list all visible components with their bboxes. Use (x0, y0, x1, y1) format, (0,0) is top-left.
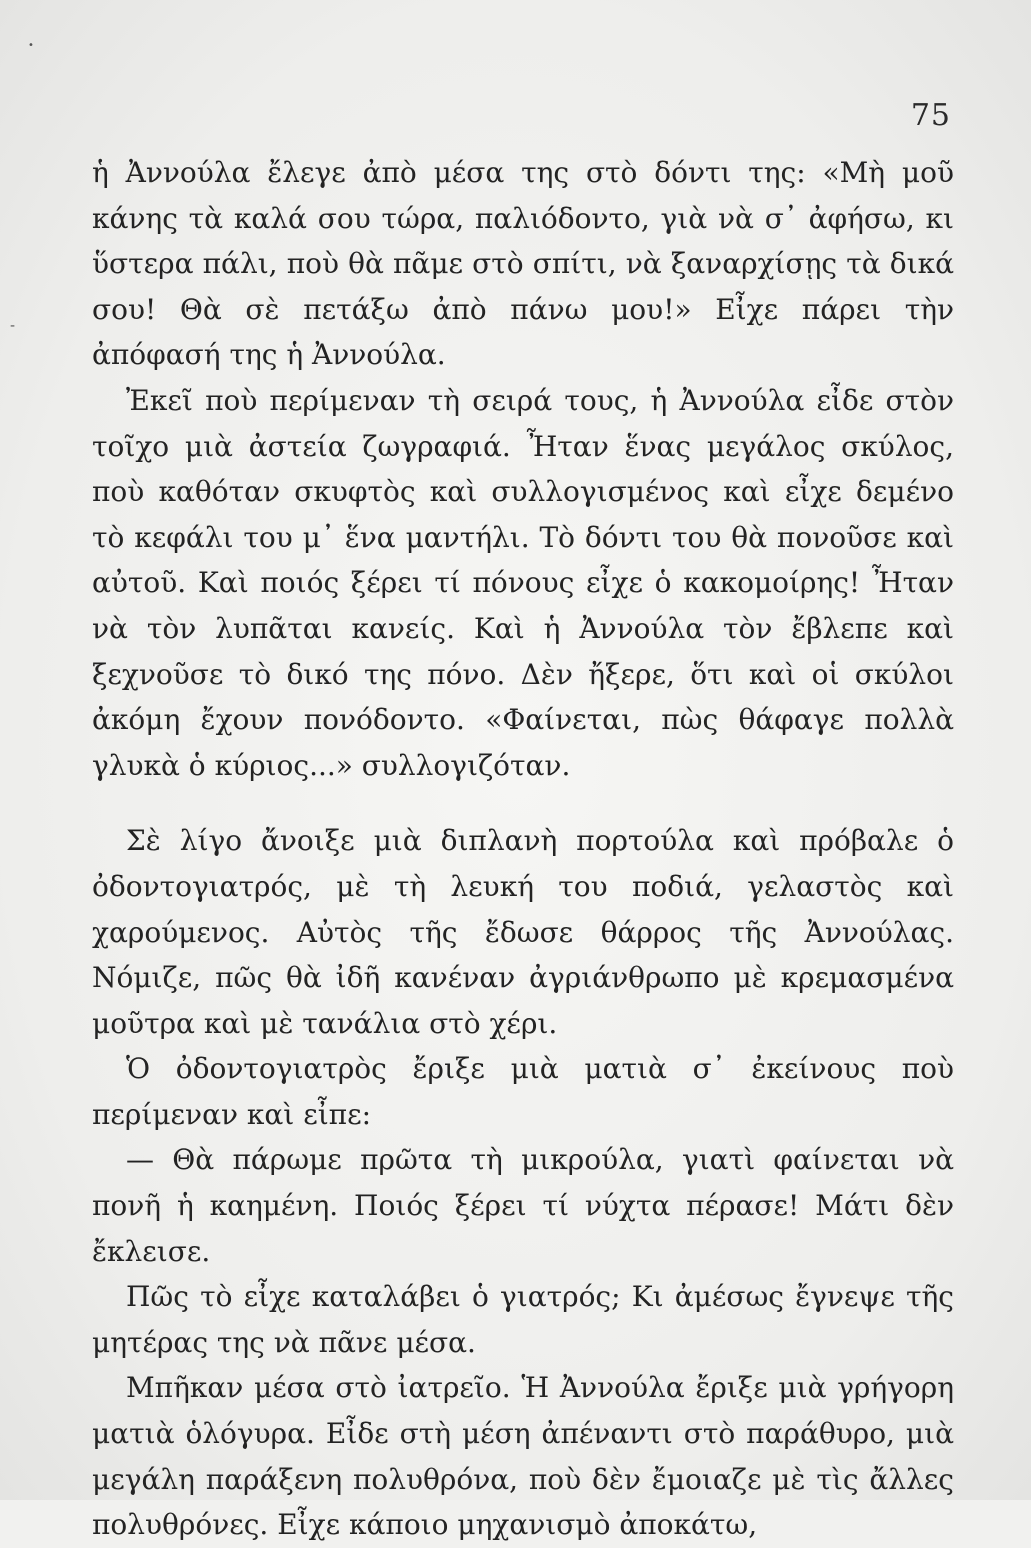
page-number: 75 (910, 98, 951, 133)
body-text (92, 150, 954, 1548)
scan-mark-dot: • (28, 40, 34, 51)
paragraph-7: Μπῆκαν μέσα στὸ ἰατρεῖο. Ἡ Ἀννούλα ἔριξε μιὰ γρήγορη ματιὰ ὁλόγυρα. Εἶδε στὴ μέση ἀπέναντι στὸ παράθυρο, μιὰ μεγάλη παράξενη πολυθρόνα, ποὺ δὲν ἔμοιαζε μὲ τὶς ἄλλες πολυθρόνες. Εἶχε κάποιο μηχανισμὸ ἀποκάτω, (92, 1371, 954, 1542)
paragraph-6: Πῶς τὸ εἶχε καταλάβει ὁ γιατρός; Κι ἀμέσως ἔγνεψε τῆς μητέρας της νὰ πᾶνε μέσα. (92, 1280, 954, 1359)
paragraph-3: Σὲ λίγο ἄνοιξε μιὰ διπλανὴ πορτούλα καὶ πρόβαλε ὁ ὀδοντογιατρός, μὲ τὴ λευκή του ποδιά, γελαστὸς καὶ χαρούμενος. Αὐτὸς τῆς ἔδωσε θάρρος τῆς Ἀννούλας. Νόμιζε, πῶς θὰ ἰδῆ κανέναν ἀγριάνθρωπο μὲ κρεμασμένα μοῦτρα καὶ μὲ τανάλια στὸ χέρι. (92, 824, 954, 1040)
paragraph-4: Ὁ ὀδοντογιατρὸς ἔριξε μιὰ ματιὰ σ᾽ ἐκείνους ποὺ περίμεναν καὶ εἶπε: (92, 1052, 954, 1131)
paragraph-2: Ἐκεῖ ποὺ περίμεναν τὴ σειρά τους, ἡ Ἀννούλα εἶδε στὸν τοῖχο μιὰ ἀστεία ζωγραφιά. Ἦταν ἕνας μεγάλος σκύλος, ποὺ καθόταν σκυφτὸς καὶ συλλογισμένος καὶ εἶχε δεμένο τὸ κεφάλι του μ᾽ ἕνα μαντήλι. Τὸ δόντι του θὰ πονοῦσε καὶ αὐτοῦ. Καὶ ποιός ξέρει τί πόνους εἶχε ὁ κακομοίρης! Ἦταν νὰ τὸν λυπᾶται κανείς. Καὶ ἡ Ἀννούλα τὸν ἔβλεπε καὶ ξεχνοῦσε τὸ δικό της πόνο. Δὲν ἤξερε, ὅτι καὶ οἱ σκύλοι ἀκόμη ἔχουν πονόδοντο. «Φαίνεται, πὼς θάφαγε πολλὰ γλυκὰ ὁ κύριος...» συλλογιζόταν. (92, 383, 954, 782)
scan-mark-dash: - (10, 318, 16, 334)
paragraph-5: — Θὰ πάρωμε πρῶτα τὴ μικρούλα, γιατὶ φαίνεται νὰ πονῆ ἡ καημένη. Ποιός ξέρει τί νύχτα πέρασε! Μάτι δὲν ἔκλεισε. (92, 1143, 954, 1268)
paragraph-1: ἡ Ἀννούλα ἔλεγε ἀπὸ μέσα της στὸ δόντι της: «Μὴ μοῦ κάνης τὰ καλά σου τώρα, παλιόδοντο, γιὰ νὰ σ᾽ ἀφήσω, κι ὕστερα πάλι, ποὺ θὰ πᾶμε στὸ σπίτι, νὰ ξαναρχίσῃς τὰ δικά σου! Θὰ σὲ πετάξω ἀπὸ πάνω μου!» Εἶχε πάρει τὴν ἀπόφασή της ἡ Ἀννούλα. (92, 156, 954, 372)
